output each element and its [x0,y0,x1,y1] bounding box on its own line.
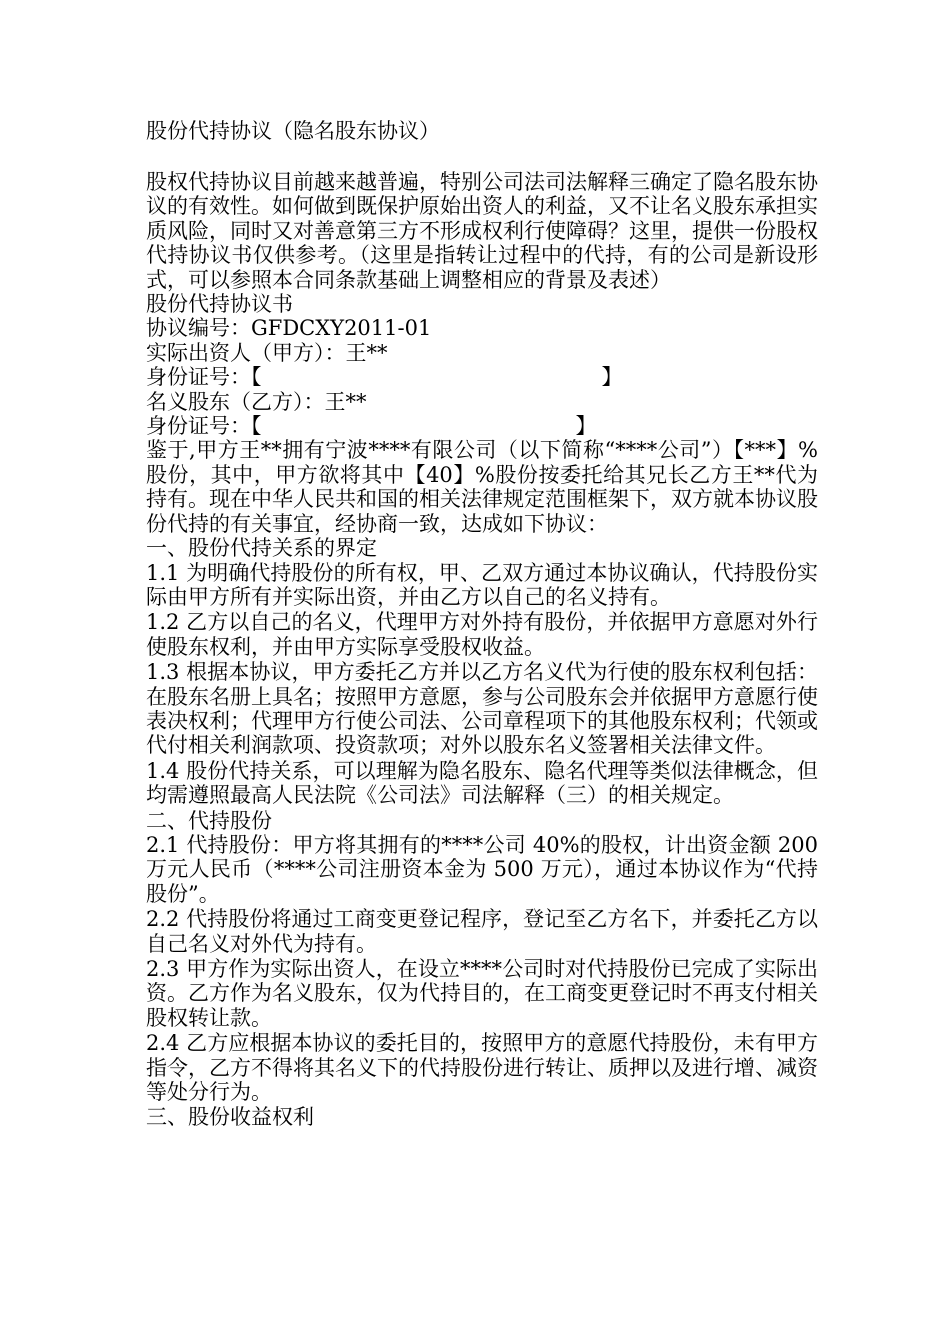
party-b-id-close: 】 [575,414,597,439]
section-3-heading: 三、股份收益权利 [146,1105,314,1130]
party-a-line: 实际出资人（甲方）：王** [146,340,388,365]
recital-paragraph: 鉴于,甲方王**拥有宁波****有限公司（以下简称“****公司”）【***】%股份，其中，甲方欲将其中【40】%股份按委托给其兄长乙方王**代为持有。现在中华人民共和国的相关法律规定范围框架下，双方就本协议股份代持的有关事宜，经协商一致，达成如下协议： [146,438,818,536]
section-2-heading: 二、代持股份 [146,808,272,833]
intro-paragraph: 股权代持协议目前越来越普遍，特别公司法司法解释三确定了隐名股东协议的有效性。如何做到既保护原始出资人的利益，又不让名义股东承担实质风险，同时又对善意第三方不形成权利行使障碍？这里，提供一份股权代持协议书仅供参考。（这里是指转让过程中的代持，有的公司是新设形式，可以参照本合同条款基础上调整相应的背景及表述） [146,170,818,292]
clause-1-1: 1.1 为明确代持股份的所有权，甲、乙双方通过本协议确认，代持股份实际由甲方所有并实际出资，并由乙方以自己的名义持有。 [146,560,818,609]
clause-1-4: 1.4 股份代持关系，可以理解为隐名股东、隐名代理等类似法律概念，但均需遵照最高人民法院《公司法》司法解释（三）的相关规定。 [146,758,818,808]
clause-2-2: 2.2 代持股份将通过工商变更登记程序，登记至乙方名下，并委托乙方以自己名义对外代为持有。 [146,907,818,956]
party-a-id-close: 】 [601,365,623,390]
clause-2-1: 2.1 代持股份：甲方将其拥有的****公司 40%的股权，计出资金额 200 万元人民币（****公司注册资本金为 500 万元），通过本协议作为“代持股份”。 [146,832,818,906]
agreement-number: 协议编号：GFDCXY2011-01 [146,316,432,341]
clause-1-3: 1.3 根据本协议，甲方委托乙方并以乙方名义代为行使的股东权利包括：在股东名册上具名；按照甲方意愿，参与公司股东会并依据甲方意愿行使表决权利；代理甲方行使公司法、公司章程项下的其他股东权利；代领或代付相关利润款项、投资款项；对外以股东名义签署相关法律文件。 [146,660,818,758]
party-b-id-blank [262,414,576,438]
party-a-id-blank [262,365,602,389]
section-1-heading: 一、股份代持关系的界定 [146,536,377,561]
party-a-id-label: 身份证号：【 [146,365,262,390]
clause-2-3: 2.3 甲方作为实际出资人，在设立****公司时对代持股份已完成了实际出资。乙方作为名义股东，仅为代持目的，在工商变更登记时不再支付相关股权转让款。 [146,957,818,1030]
party-b-line: 名义股东（乙方）：王** [146,389,367,414]
document-page [146,116,818,1130]
party-a-id-line [146,365,818,389]
party-b-id-label: 身份证号：【 [146,414,262,439]
clause-2-4: 2.4 乙方应根据本协议的委托目的，按照甲方的意愿代持股份，未有甲方指令，乙方不得将其名义下的代持股份进行转让、质押以及进行增、减资等处分行为。 [146,1031,818,1105]
document-title: 股份代持协议（隐名股东协议） [146,119,440,143]
clause-1-2: 1.2 乙方以自己的名义，代理甲方对外持有股份，并依据甲方意愿对外行使股东权利，并由甲方实际享受股权收益。 [146,610,818,659]
agreement-name: 股份代持协议书 [146,292,293,317]
party-b-id-line [146,414,818,438]
